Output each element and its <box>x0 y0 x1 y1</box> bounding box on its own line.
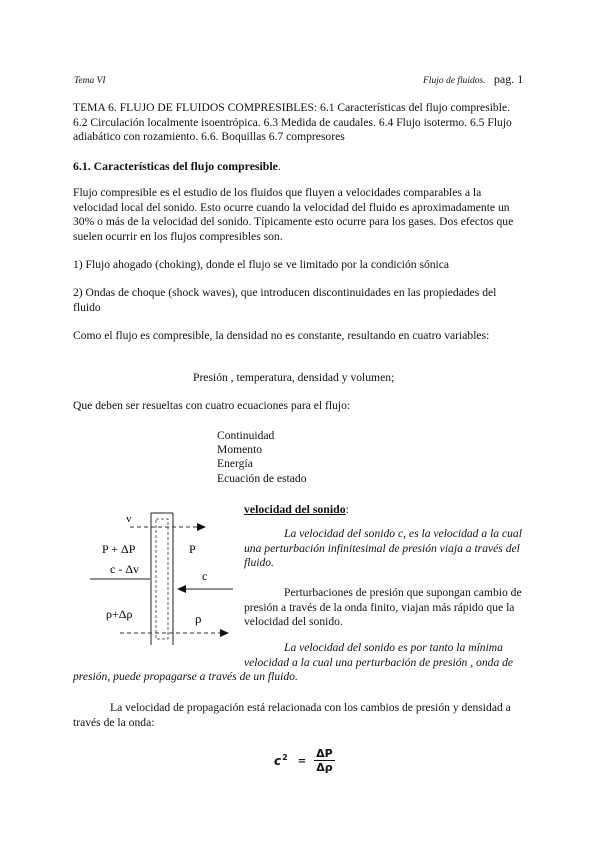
minimum-speed-line3: presión, puede propagarse a través de un fluido. <box>73 670 298 683</box>
text-line: La velocidad del sonido es por tanto la mínima <box>284 641 503 654</box>
paragraph-compressible-flow <box>73 186 531 244</box>
text-line: una perturbación infinitesimal de presión viaja a través del <box>244 541 520 555</box>
header-course: Flujo de fluidos. <box>423 76 486 86</box>
text-line: velocidad a la cual una perturbación de presión , onda de <box>244 655 514 669</box>
text-line: suelen ocurrir en los flujos compresibles son. <box>73 229 283 243</box>
paragraph-variables-intro: Como el flujo es compresible, la densidad no es constante, resultando en cuatro variables: <box>73 329 490 342</box>
sound-speed-title: velocidad del sonido <box>244 502 346 516</box>
sound-speed-formula <box>274 747 335 775</box>
sound-speed-title-end: : <box>345 502 349 516</box>
variables-line: Presión , temperatura, densidad y volumen; <box>193 371 395 384</box>
equation-item: Energía <box>217 457 253 471</box>
formula-exponent: 2 <box>282 752 288 762</box>
text-line: fluido. <box>244 556 274 570</box>
item-shock-waves <box>73 286 531 315</box>
text-line: velocidad del sonido. <box>244 615 343 629</box>
label-p: P <box>189 542 196 556</box>
text-line: 30% o más de la velocidad del sonido. Típicamente esto ocurre para los gases. Dos efectos que <box>73 215 514 229</box>
equation-item: Continuidad <box>217 429 275 442</box>
text-line: La velocidad del sonido c, es la velocidad a la cual <box>284 527 522 540</box>
formula-fraction <box>314 747 335 775</box>
section-title-text: 6.1. Características del flujo compresible <box>73 159 278 173</box>
equations-list <box>217 429 307 486</box>
text-line: fluido <box>73 300 101 314</box>
label-rho: ρ <box>195 611 202 626</box>
text-line: Perturbaciones de presión que supongan cambio de <box>284 586 522 599</box>
control-volume <box>156 519 168 639</box>
formula-c: c <box>274 754 282 768</box>
sound-speed-definition <box>244 527 531 571</box>
formula-numerator: ΔP <box>316 747 333 760</box>
formula-equals: = <box>297 755 307 767</box>
intro-line: TEMA 6. FLUJO DE FLUIDOS COMPRESIBLES: 6.1 Características del flujo compresible. <box>73 101 510 114</box>
label-c: c <box>202 569 208 583</box>
label-rho-plus: ρ+Δρ <box>106 607 133 621</box>
section-title-end: . <box>277 159 281 173</box>
header-right <box>423 72 523 87</box>
perturbation-paragraph <box>244 586 531 630</box>
item-choking: 1) Flujo ahogado (choking), donde el flujo se ve limitado por la condición sónica <box>73 258 450 271</box>
section-title <box>73 159 281 174</box>
sound-speed-heading <box>244 502 349 517</box>
paragraph-propagation <box>73 701 531 730</box>
text-line: La velocidad de propagación está relacionada con los cambios de presión y densidad a <box>110 701 511 714</box>
equation-item: Ecuación de estado <box>217 471 307 485</box>
text-line: velocidad local del sonido. Esto ocurre cuando la velocidad del fluido es aproximadamente un <box>73 200 510 214</box>
label-v: v <box>126 513 132 525</box>
intro-line: 6.2 Circulación localmente isoentrópica. 6.3 Medida de caudales. 6.4 Flujo isotermo. 6.5 Flujo <box>73 115 512 129</box>
header-topic: Tema VI <box>74 76 106 86</box>
bottom-arrow-head <box>220 629 229 637</box>
text-line: presión a través de la onda finito, viajan más rápido que la <box>244 600 515 614</box>
v-arrow-head <box>197 523 206 531</box>
minimum-speed-line1 <box>244 641 531 670</box>
intro-block <box>73 101 531 145</box>
label-c-minus: c - Δv <box>110 562 140 576</box>
equation-item: Momento <box>217 443 263 457</box>
text-line: través de la onda: <box>73 715 155 729</box>
header-page-number: pag. 1 <box>493 72 524 86</box>
paragraph-equations-intro: Que deben ser resueltas con cuatro ecuaciones para el flujo: <box>73 399 351 412</box>
text-line: Flujo compresible es el estudio de los fluidos que fluyen a velocidades comparables a la <box>73 186 482 199</box>
sound-wave-diagram <box>90 505 240 650</box>
label-p-plus: P + ΔP <box>102 542 136 556</box>
c-arrow-head <box>177 585 186 593</box>
text-line: 2) Ondas de choque (shock waves), que introducen discontinuidades en las propiedades del <box>73 286 497 299</box>
formula-denominator: Δρ <box>316 761 333 774</box>
intro-line: adiabático con rozamiento. 6.6. Boquillas 6.7 compresores <box>73 130 345 144</box>
